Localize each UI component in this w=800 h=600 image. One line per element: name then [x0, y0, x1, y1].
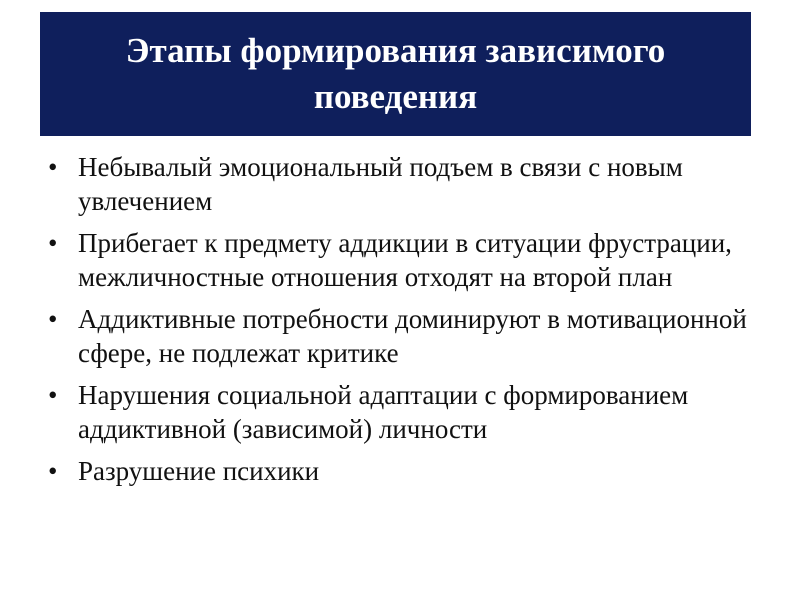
bullet-text: Небывалый эмоциональный подъем в связи с новым увлечением	[78, 152, 683, 216]
title-banner	[40, 12, 751, 136]
bullet-icon: •	[48, 380, 58, 410]
list-item	[42, 454, 762, 488]
bullet-icon: •	[48, 456, 58, 486]
bullet-text: Разрушение психики	[78, 456, 320, 486]
bullet-icon: •	[48, 152, 58, 182]
list-item	[42, 302, 762, 370]
list-item	[42, 378, 762, 446]
list-item	[42, 226, 762, 294]
bullet-icon: •	[48, 304, 58, 334]
bullet-icon: •	[48, 228, 58, 258]
bullet-text: Нарушения социальной адаптации с формированием аддиктивной (зависимой) личности	[78, 380, 689, 444]
list-item	[42, 150, 762, 218]
bullet-list	[42, 150, 762, 496]
bullet-text: Прибегает к предмету аддикции в ситуации фрустрации, межличностные отношения отходят на второй план	[78, 228, 732, 292]
slide-title: Этапы формирования зависимого поведения	[125, 31, 666, 116]
bullet-text: Аддиктивные потребности доминируют в мотивационной сфере, не подлежат критике	[78, 304, 747, 368]
